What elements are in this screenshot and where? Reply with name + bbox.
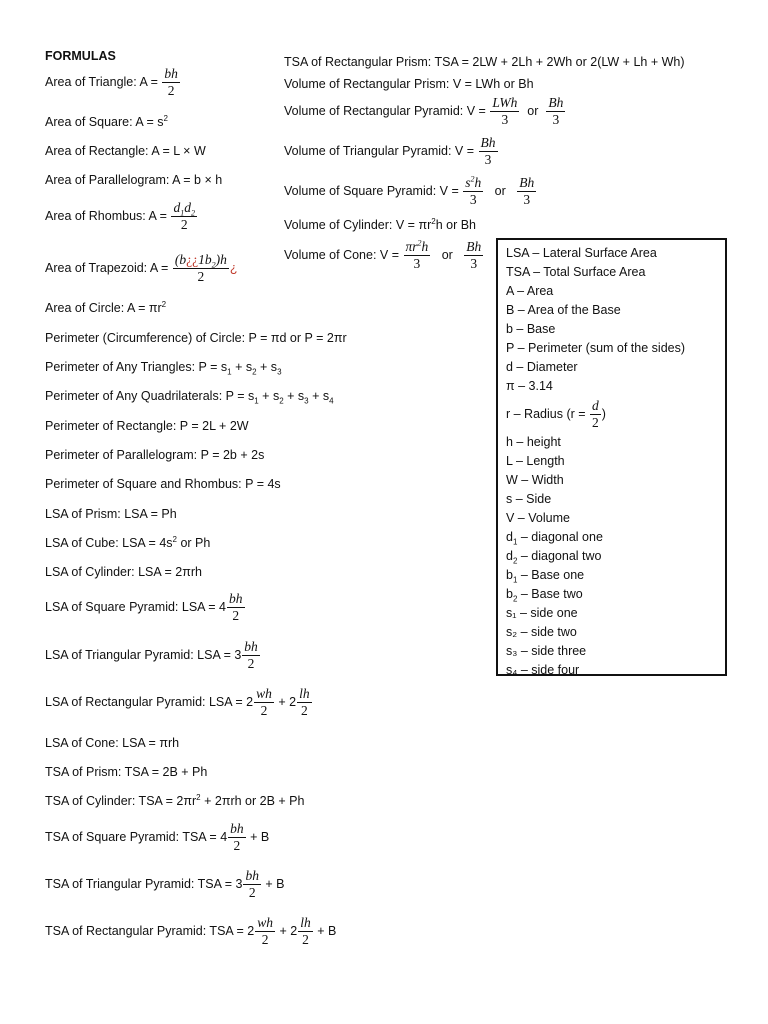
legend-item xyxy=(506,568,585,585)
superscript: 2 xyxy=(431,216,436,226)
fraction xyxy=(546,96,565,127)
superscript: 2 xyxy=(163,113,168,123)
or-text: or xyxy=(441,247,453,262)
subscript: 3 xyxy=(277,367,282,377)
formula-tsa-prism: TSA of Prism: TSA = 2B + Ph xyxy=(45,765,208,779)
legend-label: d xyxy=(506,530,513,544)
formula-label: Area of Square: A = s xyxy=(45,115,164,129)
formula-tail: + B xyxy=(246,829,270,844)
denominator: 2 xyxy=(260,703,268,718)
subscript: 1 xyxy=(254,396,259,406)
numerator: bh xyxy=(230,821,244,836)
formula-label: TSA of Triangular Pyramid: TSA = 3 xyxy=(45,876,243,891)
formula-tsa-rectangular-prism: TSA of Rectangular Prism: TSA = 2LW + 2Lh + 2Wh or 2(LW + Lh + Wh) xyxy=(284,55,685,69)
formula-label: Volume of Square Pyramid: V = xyxy=(284,183,459,198)
subscript: 1 xyxy=(180,208,185,218)
formula-tail: or Ph xyxy=(176,536,211,550)
formula-label: LSA of Rectangular Pyramid: LSA = 2 xyxy=(45,694,254,709)
variable: (b xyxy=(174,252,187,267)
legend-item: W – Width xyxy=(506,473,564,487)
denominator: 3 xyxy=(470,256,478,271)
variable: h xyxy=(421,239,429,254)
formula-tail: + B xyxy=(313,923,337,938)
formula-area-rhombus xyxy=(45,201,198,232)
formula-perimeter-quadrilateral xyxy=(45,389,334,406)
formula-area-circle xyxy=(45,301,166,315)
formula-volume-cone xyxy=(284,240,484,271)
or-text: or xyxy=(494,183,506,198)
denominator: 3 xyxy=(552,112,560,127)
subscript: 1 xyxy=(227,367,232,377)
formula-lsa-rectangular-pyramid xyxy=(45,687,313,718)
numerator: bh xyxy=(245,868,259,883)
numerator xyxy=(173,253,229,269)
legend-label: – Base one xyxy=(517,568,585,582)
subscript: 3 xyxy=(304,396,309,406)
formula-perimeter-rectangle: Perimeter of Rectangle: P = 2L + 2W xyxy=(45,419,249,433)
numerator: bh xyxy=(229,591,243,606)
formula-label: Volume of Cone: V = xyxy=(284,247,400,262)
numerator: bh xyxy=(244,639,258,654)
formula-area-triangle xyxy=(45,67,181,98)
variable: h xyxy=(474,175,482,190)
formula-tail: h or Bh xyxy=(435,218,476,232)
fraction xyxy=(297,687,312,718)
fraction xyxy=(173,253,229,284)
formula-volume-rectangular-prism: Volume of Rectangular Prism: V = LWh or Bh xyxy=(284,77,534,91)
legend-item: s₄ – side four xyxy=(506,663,580,677)
formula-lsa-square-pyramid xyxy=(45,592,246,623)
numerator: lh xyxy=(299,686,310,701)
formula-lsa-cone: LSA of Cone: LSA = πrh xyxy=(45,736,180,750)
denominator: 3 xyxy=(469,192,477,207)
numerator xyxy=(404,240,431,256)
formula-volume-square-pyramid xyxy=(284,176,537,207)
fraction xyxy=(463,176,483,207)
numerator: wh xyxy=(256,686,272,701)
formula-label: Perimeter of Any Triangles: P = s xyxy=(45,360,228,374)
page-title: FORMULAS xyxy=(45,49,116,63)
fraction xyxy=(590,399,601,430)
formula-volume-triangular-pyramid xyxy=(284,136,499,167)
legend-item: LSA – Lateral Surface Area xyxy=(506,246,657,260)
formula-volume-rectangular-pyramid xyxy=(284,96,566,127)
superscript: 2 xyxy=(470,174,475,184)
superscript: 2 xyxy=(196,792,201,802)
legend-label: – diagonal two xyxy=(517,549,602,563)
superscript: 2 xyxy=(417,238,422,248)
operator: + s xyxy=(256,360,278,374)
formula-label: Volume of Triangular Pyramid: V = xyxy=(284,143,475,158)
variable: πr xyxy=(405,239,418,254)
fraction xyxy=(298,916,313,947)
numerator: lh xyxy=(300,915,311,930)
formula-area-parallelogram: Area of Parallelogram: A = b × h xyxy=(45,173,223,187)
formula-label: Perimeter of Any Quadrilaterals: P = s xyxy=(45,389,255,403)
denominator: 2 xyxy=(167,83,175,98)
numerator: Bh xyxy=(480,135,496,150)
legend-item: L – Length xyxy=(506,454,565,468)
legend-item: s₃ – side three xyxy=(506,644,587,658)
fraction xyxy=(228,822,246,853)
legend-item xyxy=(506,549,602,566)
formula-label: Area of Trapezoid: A = xyxy=(45,260,169,275)
legend-item: s₁ – side one xyxy=(506,606,578,620)
denominator: 2 xyxy=(247,656,255,671)
legend-label: – diagonal one xyxy=(517,530,603,544)
formula-label: LSA of Triangular Pyramid: LSA = 3 xyxy=(45,647,242,662)
formula-label: TSA of Square Pyramid: TSA = 4 xyxy=(45,829,228,844)
formula-label: Volume of Cylinder: V = πr xyxy=(284,218,432,232)
legend-item: π – 3.14 xyxy=(506,379,553,393)
garbled-glyph: ¿ xyxy=(229,260,238,275)
formula-perimeter-parallelogram: Perimeter of Parallelogram: P = 2b + 2s xyxy=(45,448,265,462)
superscript: 2 xyxy=(172,534,177,544)
denominator: 3 xyxy=(413,256,421,271)
formula-area-rectangle: Area of Rectangle: A = L × W xyxy=(45,144,206,158)
formula-label: Area of Circle: A = πr xyxy=(45,301,162,315)
numerator: LWh xyxy=(492,95,518,110)
numerator: Bh xyxy=(519,175,535,190)
paren: ) xyxy=(601,406,606,421)
formula-area-square xyxy=(45,115,168,129)
legend-item-radius xyxy=(506,399,606,430)
numerator: d xyxy=(592,398,599,413)
legend-item: h – height xyxy=(506,435,561,449)
legend-box xyxy=(496,238,727,676)
fraction xyxy=(464,240,483,271)
variable: s xyxy=(465,175,471,190)
legend-item: A – Area xyxy=(506,284,554,298)
numerator xyxy=(463,176,483,192)
legend-item: d – Diameter xyxy=(506,360,578,374)
numerator: Bh xyxy=(548,95,564,110)
operator: + 2 xyxy=(276,923,298,938)
formula-label: TSA of Cylinder: TSA = 2πr xyxy=(45,794,197,808)
subscript: 2 xyxy=(190,208,195,218)
denominator: 3 xyxy=(484,152,492,167)
legend-label: d xyxy=(506,549,513,563)
denominator: 2 xyxy=(300,703,308,718)
fraction xyxy=(242,640,260,671)
denominator: 2 xyxy=(197,269,205,284)
formula-label: LSA of Square Pyramid: LSA = 4 xyxy=(45,599,227,614)
formula-tsa-cylinder xyxy=(45,794,304,808)
fraction xyxy=(254,687,274,718)
garbled-glyph: ¿¿ xyxy=(186,252,199,267)
denominator: 2 xyxy=(302,932,309,947)
numerator: wh xyxy=(257,915,274,930)
fraction xyxy=(162,67,180,98)
legend-item xyxy=(506,530,603,547)
formula-label: LSA of Cube: LSA = 4s xyxy=(45,536,173,550)
subscript: 2 xyxy=(211,260,216,270)
legend-item: b – Base xyxy=(506,322,556,336)
numerator: Bh xyxy=(466,239,482,254)
formula-tail: + 2πrh or 2B + Ph xyxy=(200,794,305,808)
formula-tail: + B xyxy=(261,876,285,891)
variable: d xyxy=(173,200,181,215)
formula-lsa-prism: LSA of Prism: LSA = Ph xyxy=(45,507,177,521)
formula-volume-cylinder xyxy=(284,218,476,232)
legend-item: P – Perimeter (sum of the sides) xyxy=(506,341,686,355)
formula-lsa-cube xyxy=(45,536,210,550)
superscript: 2 xyxy=(161,299,167,309)
or-text: or xyxy=(527,103,539,118)
formula-tsa-square-pyramid xyxy=(45,822,269,853)
fraction xyxy=(227,592,245,623)
variable: d xyxy=(184,200,191,215)
denominator: 3 xyxy=(523,192,531,207)
denominator: 2 xyxy=(180,217,188,232)
fraction xyxy=(404,240,431,271)
formula-perimeter-triangle xyxy=(45,360,282,377)
legend-label: b xyxy=(506,587,513,601)
subscript: 2 xyxy=(512,556,518,566)
formula-label: Area of Triangle: A = xyxy=(45,74,158,89)
legend-label: – Base two xyxy=(517,587,583,601)
operator: + s xyxy=(231,360,253,374)
operator: + 2 xyxy=(274,694,297,709)
fraction xyxy=(490,96,519,127)
legend-item xyxy=(506,587,583,604)
formula-area-trapezoid xyxy=(45,253,237,284)
legend-item: B – Area of the Base xyxy=(506,303,621,317)
operator: + s xyxy=(283,389,305,403)
subscript: 2 xyxy=(279,396,284,406)
subscript: 1 xyxy=(512,575,518,585)
subscript: 1 xyxy=(512,537,518,547)
subscript: 2 xyxy=(512,594,518,604)
numerator: bh xyxy=(164,66,178,81)
operator: + s xyxy=(308,389,330,403)
legend-item: TSA – Total Surface Area xyxy=(506,265,646,279)
denominator: 2 xyxy=(261,932,269,947)
denominator: 2 xyxy=(248,885,256,900)
fraction xyxy=(517,176,536,207)
fraction xyxy=(243,869,261,900)
variable: 1b xyxy=(198,252,212,267)
subscript: 2 xyxy=(252,367,257,377)
formula-label: Area of Rhombus: A = xyxy=(45,208,167,223)
formula-perimeter-square: Perimeter of Square and Rhombus: P = 4s xyxy=(45,477,281,491)
fraction xyxy=(171,201,197,232)
formula-label: Volume of Rectangular Pyramid: V = xyxy=(284,103,486,118)
fraction xyxy=(479,136,498,167)
denominator: 3 xyxy=(501,112,509,127)
formula-tsa-triangular-pyramid xyxy=(45,869,285,900)
formula-lsa-cylinder: LSA of Cylinder: LSA = 2πrh xyxy=(45,565,202,579)
legend-label: r – Radius (r = xyxy=(506,406,586,421)
variable: )h xyxy=(215,252,227,267)
legend-label: b xyxy=(506,568,513,582)
numerator xyxy=(171,201,197,217)
legend-item: s – Side xyxy=(506,492,552,506)
formula-perimeter-circle: Perimeter (Circumference) of Circle: P = πd or P = 2πr xyxy=(45,331,347,345)
subscript: 4 xyxy=(329,396,334,406)
operator: + s xyxy=(258,389,280,403)
denominator: 2 xyxy=(233,838,241,853)
denominator: 2 xyxy=(592,415,599,430)
formula-label: TSA of Rectangular Pyramid: TSA = 2 xyxy=(45,923,255,938)
formula-lsa-triangular-pyramid xyxy=(45,640,261,671)
denominator: 2 xyxy=(232,608,240,623)
legend-item: s₂ – side two xyxy=(506,625,577,639)
fraction xyxy=(255,916,275,947)
formula-tsa-rectangular-pyramid xyxy=(45,916,336,947)
legend-item: V – Volume xyxy=(506,511,570,525)
